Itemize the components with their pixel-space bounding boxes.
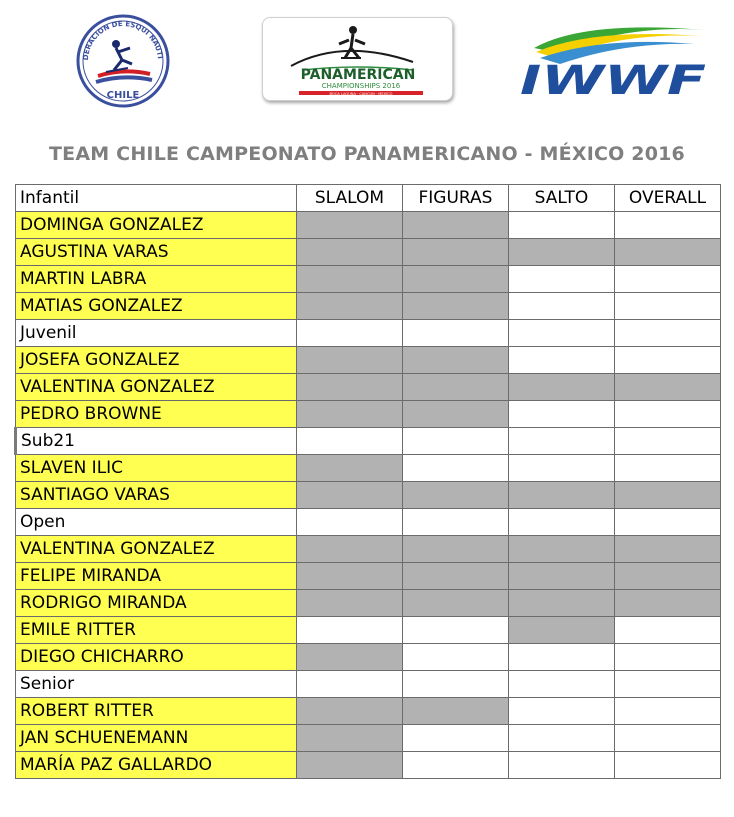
athlete-row <box>16 401 721 428</box>
event-cell-overall <box>615 725 721 752</box>
athlete-name: JOSEFA GONZALEZ <box>16 347 297 374</box>
column-header-figuras: FIGURAS <box>403 185 509 212</box>
iwwf-wordmark: IWWF <box>520 58 706 102</box>
category-spacer-cell <box>615 509 721 536</box>
athlete-name: AGUSTINA VARAS <box>16 239 297 266</box>
category-label: Infantil <box>16 185 297 212</box>
event-cell-figuras <box>403 266 509 293</box>
event-cell-overall <box>615 482 721 509</box>
athlete-name: VALENTINA GONZALEZ <box>16 374 297 401</box>
event-cell-overall <box>615 536 721 563</box>
athlete-name: VALENTINA GONZALEZ <box>16 536 297 563</box>
athlete-name: SANTIAGO VARAS <box>16 482 297 509</box>
event-cell-slalom <box>297 455 403 482</box>
athlete-name: SLAVEN ILIC <box>16 455 297 482</box>
iwwf-logo <box>514 18 714 102</box>
athlete-name: JAN SCHUENEMANN <box>16 725 297 752</box>
event-cell-salto <box>509 347 615 374</box>
category-spacer-cell <box>403 320 509 347</box>
athlete-row <box>16 293 721 320</box>
event-cell-slalom <box>297 401 403 428</box>
category-row-senior <box>16 671 721 698</box>
category-label: Senior <box>16 671 297 698</box>
event-cell-slalom <box>297 266 403 293</box>
category-spacer-cell <box>403 671 509 698</box>
event-cell-overall <box>615 752 721 779</box>
column-header-slalom: SLALOM <box>297 185 403 212</box>
event-cell-slalom <box>297 536 403 563</box>
event-cell-salto <box>509 482 615 509</box>
athlete-name: DIEGO CHICHARRO <box>16 644 297 671</box>
athlete-row <box>16 536 721 563</box>
athlete-name: FELIPE MIRANDA <box>16 563 297 590</box>
category-row-sub21 <box>16 428 721 455</box>
event-cell-overall <box>615 590 721 617</box>
event-cell-slalom <box>297 590 403 617</box>
panamerican-logo <box>262 17 453 101</box>
event-cell-slalom <box>297 725 403 752</box>
event-cell-salto <box>509 455 615 482</box>
ski-jumper-icon <box>291 26 413 66</box>
event-cell-overall <box>615 374 721 401</box>
event-cell-overall <box>615 644 721 671</box>
panamerican-name: PANAMERICAN <box>300 67 416 83</box>
event-cell-salto <box>509 293 615 320</box>
category-spacer-cell <box>509 671 615 698</box>
category-row-open <box>16 509 721 536</box>
event-cell-overall <box>615 266 721 293</box>
athlete-row <box>16 698 721 725</box>
event-cell-figuras <box>403 617 509 644</box>
category-spacer-cell <box>297 428 403 455</box>
athlete-name: MATIAS GONZALEZ <box>16 293 297 320</box>
athlete-row <box>16 239 721 266</box>
event-cell-overall <box>615 617 721 644</box>
category-spacer-cell <box>297 671 403 698</box>
athlete-name: RODRIGO MIRANDA <box>16 590 297 617</box>
category-spacer-cell <box>403 509 509 536</box>
event-cell-figuras <box>403 293 509 320</box>
athlete-row <box>16 482 721 509</box>
event-cell-salto <box>509 590 615 617</box>
category-spacer-cell <box>297 509 403 536</box>
event-cell-salto <box>509 725 615 752</box>
athlete-name: MARTIN LABRA <box>16 266 297 293</box>
event-cell-overall <box>615 239 721 266</box>
column-header-overall: OVERALL <box>615 185 721 212</box>
event-cell-figuras <box>403 239 509 266</box>
event-cell-figuras <box>403 482 509 509</box>
chile-country-label: CHILE <box>106 90 140 101</box>
event-cell-overall <box>615 455 721 482</box>
athlete-row <box>16 725 721 752</box>
event-cell-overall <box>615 401 721 428</box>
athlete-name: MARÍA PAZ GALLARDO <box>16 752 297 779</box>
event-cell-figuras <box>403 752 509 779</box>
event-cell-salto <box>509 374 615 401</box>
event-cell-figuras <box>403 590 509 617</box>
team-table <box>14 184 721 779</box>
category-spacer-cell <box>615 428 721 455</box>
chile-federation-emblem <box>76 14 170 108</box>
category-row-infantil <box>16 185 721 212</box>
event-cell-salto <box>509 266 615 293</box>
chile-federation-logo <box>76 14 170 108</box>
event-cell-figuras <box>403 536 509 563</box>
event-cell-salto <box>509 752 615 779</box>
page-title: TEAM CHILE CAMPEONATO PANAMERICANO - MÉXICO 2016 <box>49 143 685 165</box>
event-cell-overall <box>615 293 721 320</box>
panamerican-emblem <box>263 18 452 100</box>
event-cell-slalom <box>297 698 403 725</box>
event-cell-slalom <box>297 644 403 671</box>
athlete-name: ROBERT RITTER <box>16 698 297 725</box>
event-cell-figuras <box>403 347 509 374</box>
event-cell-salto <box>509 698 615 725</box>
event-cell-figuras <box>403 401 509 428</box>
event-cell-figuras <box>403 212 509 239</box>
event-cell-salto <box>509 536 615 563</box>
athlete-name: DOMINGA GONZALEZ <box>16 212 297 239</box>
event-cell-salto <box>509 212 615 239</box>
category-row-juvenil <box>16 320 721 347</box>
athlete-row <box>16 563 721 590</box>
event-cell-overall <box>615 212 721 239</box>
event-cell-slalom <box>297 482 403 509</box>
event-cell-salto <box>509 239 615 266</box>
event-cell-slalom <box>297 347 403 374</box>
category-spacer-cell <box>509 320 615 347</box>
athlete-row <box>16 617 721 644</box>
event-cell-slalom <box>297 212 403 239</box>
event-cell-overall <box>615 563 721 590</box>
event-cell-figuras <box>403 644 509 671</box>
athlete-row <box>16 266 721 293</box>
event-cell-overall <box>615 698 721 725</box>
iwwf-emblem <box>514 18 714 102</box>
event-cell-slalom <box>297 752 403 779</box>
athlete-row <box>16 590 721 617</box>
category-label: Juvenil <box>16 320 297 347</box>
athlete-name: PEDRO BROWNE <box>16 401 297 428</box>
event-cell-figuras <box>403 698 509 725</box>
chile-ring-text: DERACION DE ESQUI NAUTI <box>81 19 164 61</box>
event-cell-slalom <box>297 239 403 266</box>
athlete-row <box>16 374 721 401</box>
panamerican-subtitle: CHAMPIONSHIPS 2016 <box>321 82 401 90</box>
column-header-salto: SALTO <box>509 185 615 212</box>
event-cell-overall <box>615 347 721 374</box>
event-cell-slalom <box>297 563 403 590</box>
event-cell-figuras <box>403 725 509 752</box>
event-cell-slalom <box>297 374 403 401</box>
athlete-row <box>16 212 721 239</box>
category-label: Open <box>16 509 297 536</box>
event-cell-salto <box>509 401 615 428</box>
category-label: Sub21 <box>16 428 297 455</box>
category-spacer-cell <box>615 320 721 347</box>
panamerican-location: BOCA LAGUNA · CANCUN · MEXICO <box>329 92 393 96</box>
event-cell-salto <box>509 644 615 671</box>
event-cell-slalom <box>297 617 403 644</box>
category-spacer-cell <box>297 320 403 347</box>
event-cell-figuras <box>403 455 509 482</box>
category-spacer-cell <box>509 428 615 455</box>
athlete-row <box>16 455 721 482</box>
event-cell-salto <box>509 617 615 644</box>
event-cell-figuras <box>403 563 509 590</box>
category-spacer-cell <box>615 671 721 698</box>
event-cell-figuras <box>403 374 509 401</box>
athlete-row <box>16 347 721 374</box>
event-cell-salto <box>509 563 615 590</box>
athlete-row <box>16 644 721 671</box>
category-spacer-cell <box>403 428 509 455</box>
athlete-name: EMILE RITTER <box>16 617 297 644</box>
event-cell-slalom <box>297 293 403 320</box>
category-spacer-cell <box>509 509 615 536</box>
athlete-row <box>16 752 721 779</box>
